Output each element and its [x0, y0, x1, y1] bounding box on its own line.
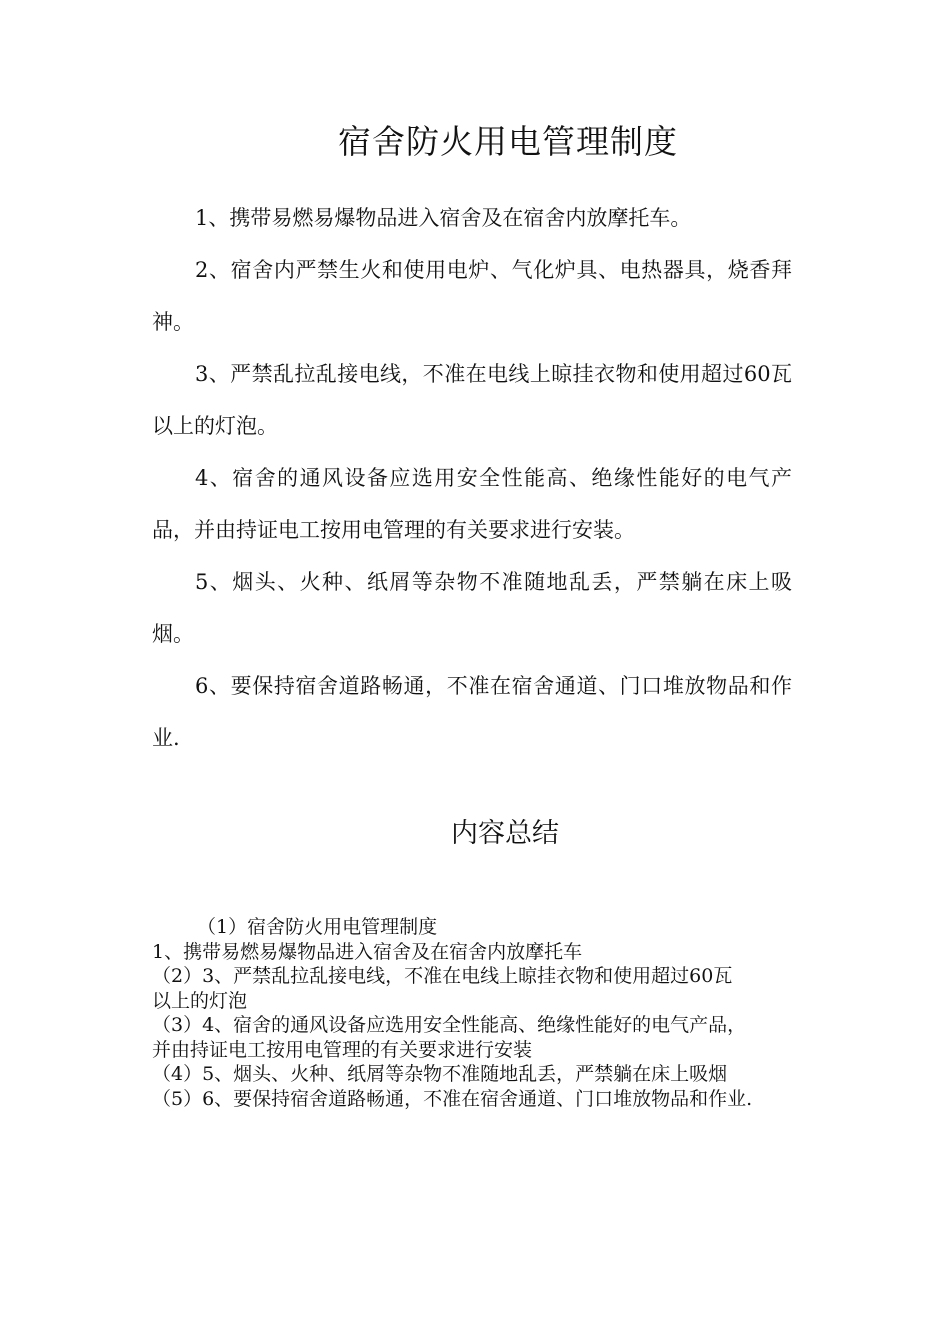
summary-line: 1、携带易燃易爆物品进入宿舍及在宿舍内放摩托车 [152, 940, 583, 963]
summary-title: 内容总结 [451, 818, 559, 849]
rules-list [152, 192, 792, 764]
rule-item: 6、要保持宿舍道路畅通，不准在宿舍通道、门口堆放物品和作业. [152, 674, 792, 750]
rule-item: 4、宿舍的通风设备应选用安全性能高、绝缘性能好的电气产品，并由持证电工按用电管理的有关要求进行安装。 [152, 466, 792, 542]
summary-line: （1）宿舍防火用电管理制度 [197, 916, 438, 938]
rule-item: 1、携带易燃易爆物品进入宿舍及在宿舍内放摩托车。 [195, 206, 692, 230]
rule-item: 2、宿舍内严禁生火和使用电炉、气化炉具、电热器具，烧香拜神。 [152, 258, 792, 334]
summary-line: 并由持证电工按用电管理的有关要求进行安装 [152, 1038, 533, 1061]
summary-list [152, 915, 812, 1111]
summary-line: （3）4、宿舍的通风设备应选用安全性能高、绝缘性能好的电气产品， [152, 1014, 747, 1036]
document-title: 宿舍防火用电管理制度 [338, 122, 678, 161]
rule-item: 3、严禁乱拉乱接电线，不准在电线上晾挂衣物和使用超过60瓦以上的灯泡。 [152, 362, 792, 438]
summary-line: （2）3、严禁乱拉乱接电线，不准在电线上晾挂衣物和使用超过60瓦 [152, 965, 733, 987]
summary-line: 以上的灯泡 [152, 989, 248, 1012]
summary-line: （4）5、烟头、火种、纸屑等杂物不准随地乱丢，严禁躺在床上吸烟 [152, 1063, 728, 1085]
rule-item: 5、烟头、火种、纸屑等杂物不准随地乱丢，严禁躺在床上吸烟。 [152, 570, 792, 646]
summary-line: （5）6、要保持宿舍道路畅通，不准在宿舍通道、门口堆放物品和作业. [152, 1087, 753, 1110]
